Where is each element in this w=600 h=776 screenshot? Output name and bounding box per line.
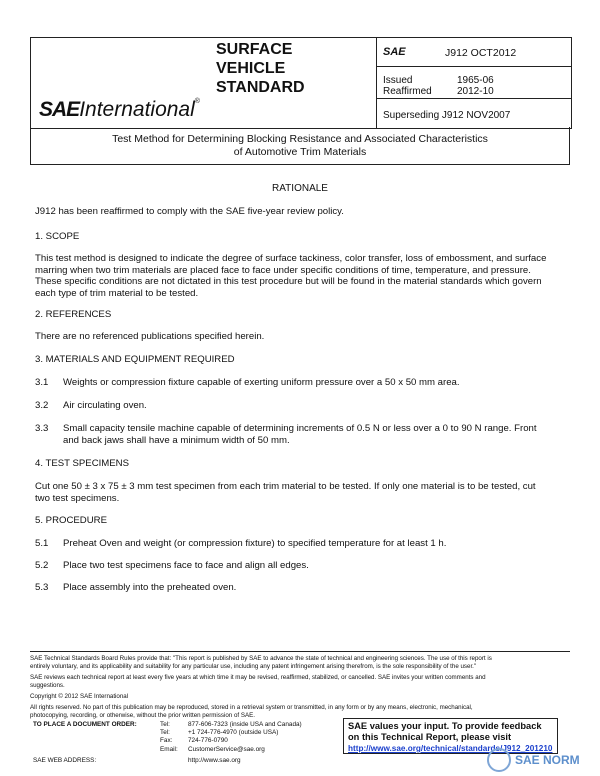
procedure-heading: 5. PROCEDURE: [35, 515, 107, 526]
item-number: 5.1: [35, 538, 49, 549]
note-line: SAE reviews each technical report at least every five years at which time it may be revised, reaffirmed, stabilized, or cancelled. SAE invites your written comments and: [30, 674, 486, 681]
board-rules-note: [30, 655, 570, 670]
document-type: [216, 40, 366, 97]
scope-line: each type of trim material to be tested.: [35, 287, 199, 299]
feedback-line-1: SAE values your input. To provide feedback: [348, 721, 542, 731]
rights-note: [30, 704, 570, 719]
references-text: There are no referenced publications specified herein.: [35, 331, 265, 342]
note-line: All rights reserved. No part of this publication may be reproduced, stored in a retrieval system or transmitted, in any form or by any means, electronic, mechanical,: [30, 704, 473, 711]
item-number: 3.1: [35, 377, 49, 388]
logo-cell: [31, 38, 211, 128]
specimens-heading: 4. TEST SPECIMENS: [35, 458, 130, 469]
note-line: SAE Technical Standards Board Rules provide that: "This report is published by SAE to advance the state of technical and engineering sciences. The use of this report is: [30, 655, 492, 662]
references-heading: 2. REFERENCES: [35, 309, 112, 320]
procedure-item-3: Place assembly into the preheated oven.: [63, 582, 237, 593]
doc-type-line-1: SURFACE: [216, 41, 293, 58]
specimens-line: Cut one 50 ± 3 x 75 ± 3 mm test specimen from each trim material to be tested. If only one material is to be tested, cut: [35, 481, 536, 492]
procedure-item-2: Place two test specimens face to face and align all edges.: [63, 560, 309, 571]
contact-value: 724-776-0790: [188, 737, 228, 745]
superseding: Superseding J912 NOV2007: [383, 110, 511, 121]
scope-heading: 1. SCOPE: [35, 231, 80, 242]
logo-international: International: [79, 98, 195, 121]
logo-sae: SAE: [39, 98, 80, 121]
feedback-line-2: on this Technical Report, please visit: [348, 732, 512, 742]
rationale-text: J912 has been reaffirmed to comply with the SAE five-year review policy.: [35, 206, 344, 217]
contact-label: Tel:: [160, 721, 170, 728]
note-line: photocopying, recording, or otherwise, without the prior written permission of SAE.: [30, 711, 255, 719]
contact-email[interactable]: CustomerService@sae.org: [188, 745, 265, 753]
procedure-item-1: Preheat Oven and weight (or compression fixture) to specified temperature for at least 1 h.: [63, 538, 447, 549]
scope-line: These specific conditions are not dictated in this test procedure but will be found in the material standards which govern: [35, 276, 542, 287]
materials-item-1: Weights or compression fixture capable of exerting uniform pressure over a 50 x 50 mm area.: [63, 377, 460, 388]
document-title: [30, 127, 570, 165]
footer-divider: [30, 651, 570, 652]
item-number: 3.2: [35, 400, 49, 411]
document-header: [30, 37, 572, 129]
scope-line: marring when two trim materials are placed face to face under specific conditions of time, temperature, and pressure.: [35, 264, 531, 276]
contact-labels: [160, 721, 178, 754]
issued-value: 1965-06: [457, 75, 494, 86]
sae-international-logo: [39, 98, 200, 122]
web-address-link[interactable]: http://www.sae.org: [188, 757, 241, 764]
materials-item-2: Air circulating oven.: [63, 400, 147, 411]
copyright: Copyright © 2012 SAE International: [30, 693, 129, 700]
review-note: [30, 674, 570, 689]
issued-label: Issued: [383, 75, 413, 86]
logo-trademark: ®: [194, 98, 200, 105]
reaffirmed-label: Reaffirmed: [383, 86, 432, 97]
document-info-cell: [376, 38, 572, 128]
contact-label: Tel:: [160, 729, 170, 737]
sae-norm-watermark: [485, 744, 595, 774]
watermark-text: SAE NORM: [515, 753, 580, 767]
feedback-link[interactable]: http://www.sae.org/technical/standards/J912_201210: [348, 744, 553, 753]
scope-paragraph: [35, 253, 570, 299]
specimens-line: two test specimens.: [35, 492, 120, 504]
contact-values: [188, 721, 302, 754]
doc-type-line-2: VEHICLE: [216, 60, 286, 77]
note-line: suggestions.: [30, 681, 65, 689]
item-number: 5.3: [35, 582, 49, 593]
note-line: entirely voluntary, and its applicability and suitability for any particular use, including any patent infringement arising therefrom, is the sole responsibility of the user.": [30, 662, 477, 670]
item-line: and back jaws shall have a minimum width of 50 mm.: [63, 434, 290, 446]
reaffirmed-value: 2012-10: [457, 86, 494, 97]
contact-value: +1 724-776-4970 (outside USA): [188, 729, 279, 737]
rationale-heading: RATIONALE: [272, 183, 328, 194]
doc-number: J912 OCT2012: [445, 47, 517, 59]
item-line: Small capacity tensile machine capable of determining increments of 0.5 N or less over a 0 to 90 N range. Front: [63, 423, 537, 434]
title-line-2: of Automotive Trim Materials: [233, 146, 367, 158]
title-line-1: Test Method for Determining Blocking Resistance and Associated Characteristics: [112, 133, 488, 145]
watermark-ring-icon: [488, 749, 510, 771]
item-number: 3.3: [35, 423, 49, 434]
doc-number-row: [377, 38, 572, 67]
doc-type-line-3: STANDARD: [216, 79, 305, 96]
materials-heading: 3. MATERIALS AND EQUIPMENT REQUIRED: [35, 354, 235, 365]
dates-row: [377, 67, 572, 99]
specimens-paragraph: [35, 481, 570, 504]
web-label: SAE WEB ADDRESS:: [33, 757, 97, 764]
mini-sae-logo: SAE: [383, 46, 406, 58]
contact-value: 877-606-7323 (inside USA and Canada): [188, 721, 302, 728]
item-number: 5.2: [35, 560, 49, 571]
order-label: TO PLACE A DOCUMENT ORDER:: [33, 721, 137, 728]
contact-label: Fax:: [160, 737, 173, 745]
scope-line: This test method is designed to indicate the degree of surface tackiness, color transfer, loss of embossment, and surface: [35, 253, 547, 264]
contact-label: Email:: [160, 745, 178, 753]
materials-item-3: [63, 423, 563, 446]
